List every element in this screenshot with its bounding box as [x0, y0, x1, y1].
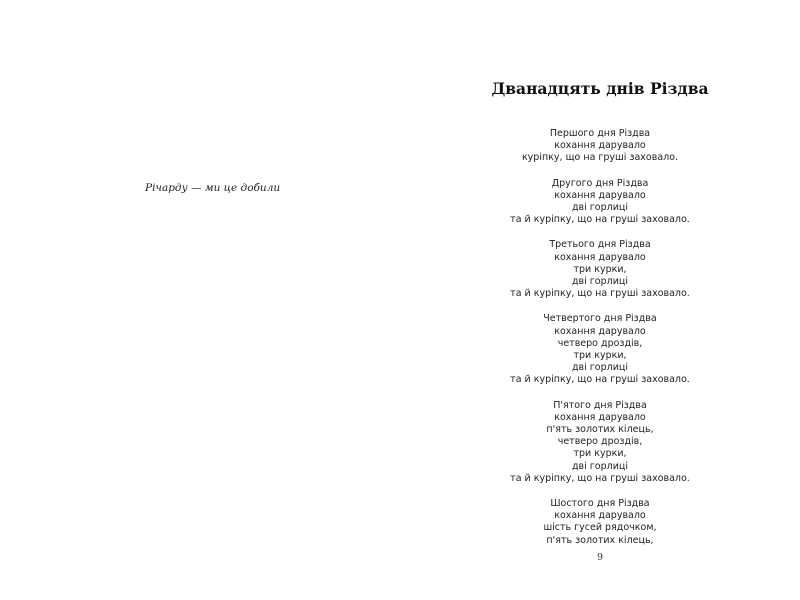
poem-line: кохання дарувало — [554, 510, 646, 522]
poem-line: три курки, — [573, 350, 627, 362]
poem-line: Шостого дня Різдва — [550, 498, 650, 510]
poem-line: дві горлиці — [571, 362, 628, 374]
poem-line: Першого дня Різдва — [549, 128, 651, 139]
poem-stanza — [400, 128, 800, 165]
poem-line: дві горлиці — [571, 460, 628, 472]
poem-line: кохання дарувало — [554, 251, 646, 263]
poem-line: Третього дня Різдва — [549, 239, 651, 251]
poem-line: кохання дарувало — [554, 140, 646, 152]
poem-line: кохання дарувало — [554, 411, 646, 423]
poem-stanza — [400, 239, 800, 300]
poem-line: та й куріпку, що на груші заховало. — [510, 288, 690, 300]
poem-line: та й куріпку, що на груші заховало. — [510, 374, 690, 386]
poem-line: дві горлиці — [571, 202, 628, 214]
poem-line: та й куріпку, що на груші заховало. — [510, 214, 690, 226]
poem-body — [400, 128, 800, 560]
poem-stanza — [400, 498, 800, 547]
poem-stanza — [400, 178, 800, 227]
poem-line: дві горлиці — [571, 276, 628, 288]
poem-stanza — [400, 400, 800, 485]
poem-line: куріпку, що на груші заховало. — [521, 152, 679, 164]
poem-line: кохання дарувало — [554, 189, 646, 201]
poem-line: п'ять золотих кілець, — [546, 424, 654, 436]
poem-line: три курки, — [573, 448, 627, 460]
dedication-text: Річарду — ми це добили — [145, 182, 281, 194]
poem-line: П'ятого дня Різдва — [553, 399, 647, 411]
poem-line: четверо дроздів, — [557, 337, 643, 349]
poem-line: та й куріпку, що на груші заховало. — [510, 472, 690, 484]
poem-line: Другого дня Різдва — [551, 177, 649, 189]
right-page — [400, 0, 800, 600]
poem-title-text: Дванадцять днів Різдва — [491, 79, 709, 98]
poem-line: Четвертого дня Різдва — [543, 313, 657, 325]
poem-line: кохання дарувало — [554, 325, 646, 337]
poem-line: три курки, — [573, 263, 627, 275]
poem-line: п'ять золотих кілець, — [546, 534, 654, 546]
poem-stanza — [400, 313, 800, 386]
poem-line: шість гусей рядочком, — [543, 522, 657, 534]
poem-line: четверо дроздів, — [557, 436, 643, 448]
page-number: 9 — [596, 552, 604, 563]
